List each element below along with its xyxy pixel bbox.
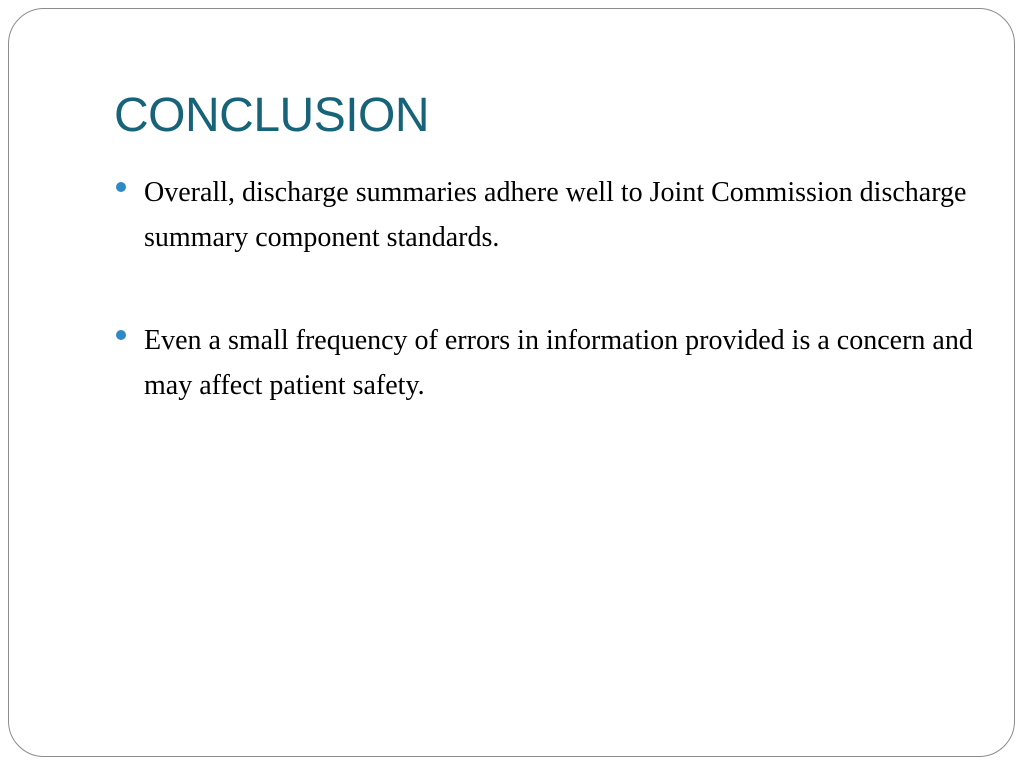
slide-title: CONCLUSION — [114, 89, 430, 142]
bullet-dot-icon — [116, 330, 126, 340]
bullet-dot-icon — [116, 182, 126, 192]
bullet-item — [116, 170, 976, 260]
bullet-item — [116, 318, 976, 408]
bullet-list — [116, 170, 976, 466]
bullet-text: Overall, discharge summaries adhere well to Joint Commission discharge summary component standards. — [144, 177, 967, 253]
bullet-text: Even a small frequency of errors in information provided is a concern and may affect patient safety. — [144, 325, 973, 401]
